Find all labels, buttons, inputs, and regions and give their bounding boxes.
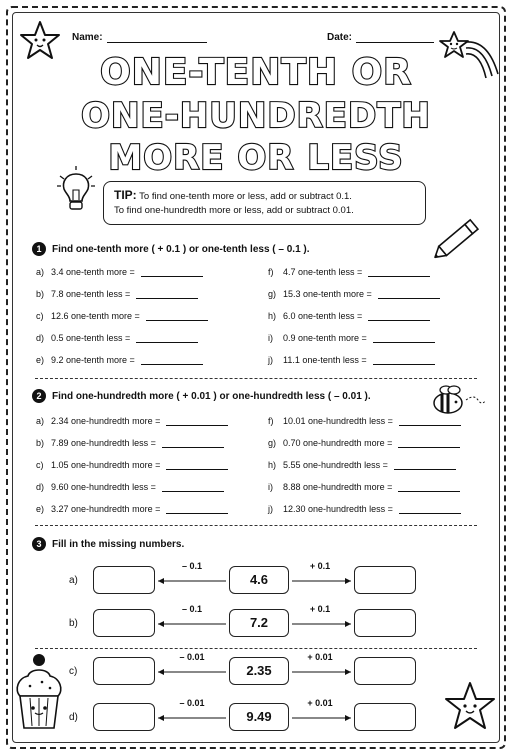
answer-blank[interactable] xyxy=(136,289,198,299)
problem-row xyxy=(268,289,440,299)
left-operation: – 0.01 xyxy=(179,652,205,662)
row-letter: d) xyxy=(69,712,78,723)
problem-row xyxy=(268,438,460,448)
problem-text: 15.3 one-tenth more = xyxy=(283,289,372,299)
problem-text: 7.8 one-tenth less = xyxy=(51,289,131,299)
problem-letter: h) xyxy=(268,311,277,321)
answer-blank[interactable] xyxy=(398,438,460,448)
problem-text: 6.0 one-tenth less = xyxy=(283,311,363,321)
left-arrow-icon xyxy=(158,621,226,627)
problem-row xyxy=(268,504,461,514)
answer-blank[interactable] xyxy=(141,267,203,277)
star-icon xyxy=(440,680,500,736)
center-value-box: 7.2 xyxy=(229,609,289,637)
pencil-icon xyxy=(428,210,488,266)
answer-blank[interactable] xyxy=(166,460,228,470)
left-operation: – 0.01 xyxy=(179,698,205,708)
problem-text: 7.89 one-hundredth less = xyxy=(51,438,156,448)
right-operation: + 0.01 xyxy=(307,698,333,708)
name-label: Name: xyxy=(72,32,103,43)
problem-text: 4.7 one-tenth less = xyxy=(283,267,363,277)
problem-text: 8.88 one-hundredth more = xyxy=(283,482,393,492)
left-arrow-icon xyxy=(158,669,226,675)
answer-blank[interactable] xyxy=(162,482,224,492)
name-field[interactable] xyxy=(72,32,207,43)
center-value-box: 2.35 xyxy=(229,657,289,685)
section-1-number: 1 xyxy=(32,242,46,256)
problem-row xyxy=(36,333,198,343)
problem-letter: e) xyxy=(36,504,45,514)
problem-row xyxy=(36,504,228,514)
center-value-box: 4.6 xyxy=(229,566,289,594)
problem-row xyxy=(268,267,430,277)
problem-row xyxy=(36,289,198,299)
answer-blank[interactable] xyxy=(136,333,198,343)
problem-text: 9.2 one-tenth more = xyxy=(51,355,135,365)
answer-blank[interactable] xyxy=(166,416,228,426)
answer-blank[interactable] xyxy=(146,311,208,321)
problem-text: 0.9 one-tenth more = xyxy=(283,333,367,343)
problem-letter: c) xyxy=(36,311,44,321)
problem-row xyxy=(268,460,456,470)
date-field[interactable] xyxy=(327,32,434,43)
problem-text: 12.30 one-hundredth less = xyxy=(283,504,393,514)
date-label: Date: xyxy=(327,32,353,43)
problem-letter: d) xyxy=(36,482,45,492)
answer-blank[interactable] xyxy=(368,267,430,277)
answer-blank[interactable] xyxy=(166,504,228,514)
bee-icon xyxy=(430,384,488,418)
divider-1 xyxy=(35,378,477,379)
problem-text: 3.27 one-hundredth more = xyxy=(51,504,161,514)
section-2-heading xyxy=(32,389,371,403)
name-line[interactable] xyxy=(107,33,207,43)
problem-row xyxy=(36,482,224,492)
problem-row xyxy=(36,311,208,321)
answer-blank[interactable] xyxy=(394,460,456,470)
tip-label: TIP: xyxy=(114,188,137,202)
right-arrow-icon xyxy=(292,715,351,721)
date-line[interactable] xyxy=(356,33,434,43)
answer-blank[interactable] xyxy=(368,311,430,321)
answer-blank[interactable] xyxy=(373,355,435,365)
problem-row xyxy=(36,460,228,470)
right-operation: + 0.01 xyxy=(307,652,333,662)
problem-letter: j) xyxy=(268,504,273,514)
row-letter: c) xyxy=(69,666,78,677)
answer-blank[interactable] xyxy=(378,289,440,299)
problem-text: 12.6 one-tenth more = xyxy=(51,311,140,321)
problem-row xyxy=(268,333,435,343)
section-3-heading xyxy=(32,537,184,551)
answer-blank[interactable] xyxy=(399,416,461,426)
divider-2 xyxy=(35,525,477,526)
problem-text: 0.70 one-hundredth more = xyxy=(283,438,393,448)
problem-letter: h) xyxy=(268,460,277,470)
problem-letter: e) xyxy=(36,355,45,365)
problem-letter: a) xyxy=(36,416,45,426)
title-line-1: ONE-TENTH OR xyxy=(100,52,412,93)
answer-blank[interactable] xyxy=(399,504,461,514)
problem-row xyxy=(268,416,461,426)
right-operation: + 0.1 xyxy=(309,604,331,614)
lightbulb-icon xyxy=(56,166,96,214)
row-letter: b) xyxy=(69,618,78,629)
problem-row xyxy=(268,311,430,321)
section-1-title: Find one-tenth more ( + 0.1 ) or one-tenth less ( – 0.1 ). xyxy=(52,243,310,255)
tip-box xyxy=(103,181,426,225)
arrows xyxy=(0,619,512,629)
section-3-number: 3 xyxy=(32,537,46,551)
center-value-box: 9.49 xyxy=(229,703,289,731)
right-operation: + 0.1 xyxy=(309,561,331,571)
problem-letter: j) xyxy=(268,355,273,365)
problem-text: 9.60 one-hundredth less = xyxy=(51,482,156,492)
problem-letter: c) xyxy=(36,460,44,470)
right-arrow-icon xyxy=(292,621,351,627)
problem-text: 0.5 one-tenth less = xyxy=(51,333,131,343)
problem-row xyxy=(36,267,203,277)
tip-line-1: To find one-tenth more or less, add or subtract 0.1. xyxy=(139,191,352,202)
left-operation: – 0.1 xyxy=(181,561,203,571)
cupcake-icon xyxy=(12,652,68,742)
problem-letter: f) xyxy=(268,267,274,277)
problem-text: 11.1 one-tenth less = xyxy=(283,355,367,365)
star-icon xyxy=(16,18,64,64)
problem-letter: b) xyxy=(36,289,45,299)
answer-blank[interactable] xyxy=(141,355,203,365)
answer-blank[interactable] xyxy=(373,333,435,343)
problem-letter: b) xyxy=(36,438,45,448)
tip-line-2: To find one-hundredth more or less, add or subtract 0.01. xyxy=(114,205,354,216)
title-line-3: MORE OR LESS xyxy=(108,138,404,178)
problem-row xyxy=(268,355,435,365)
arrows xyxy=(0,713,512,723)
problem-row xyxy=(268,482,460,492)
problem-text: 1.05 one-hundredth more = xyxy=(51,460,161,470)
problem-letter: g) xyxy=(268,438,277,448)
left-operation: – 0.1 xyxy=(181,604,203,614)
answer-blank[interactable] xyxy=(398,482,460,492)
problem-letter: a) xyxy=(36,267,45,277)
problem-letter: i) xyxy=(268,482,273,492)
problem-letter: i) xyxy=(268,333,273,343)
arrows xyxy=(0,667,512,677)
left-arrow-icon xyxy=(158,715,226,721)
section-3-title: Fill in the missing numbers. xyxy=(52,538,185,550)
problem-letter: d) xyxy=(36,333,45,343)
right-arrow-icon xyxy=(292,578,351,584)
answer-blank[interactable] xyxy=(162,438,224,448)
problem-row xyxy=(36,416,228,426)
problem-text: 10.01 one-hundredth less = xyxy=(283,416,393,426)
section-2-number: 2 xyxy=(32,389,46,403)
problem-letter: f) xyxy=(268,416,274,426)
problem-text: 2.34 one-hundredth more = xyxy=(51,416,161,426)
problem-row xyxy=(36,355,203,365)
section-2-title: Find one-hundredth more ( + 0.01 ) or one-hundredth less ( – 0.01 ). xyxy=(52,390,371,402)
section-1-heading xyxy=(32,242,310,256)
problem-row xyxy=(36,438,224,448)
row-letter: a) xyxy=(69,575,78,586)
problem-text: 3.4 one-tenth more = xyxy=(51,267,135,277)
right-arrow-icon xyxy=(292,669,351,675)
problem-text: 5.55 one-hundredth less = xyxy=(283,460,388,470)
divider-3 xyxy=(35,648,477,649)
title-line-2: ONE-HUNDREDTH xyxy=(81,96,431,136)
left-arrow-icon xyxy=(158,578,226,584)
problem-letter: g) xyxy=(268,289,277,299)
arrows xyxy=(0,576,512,586)
